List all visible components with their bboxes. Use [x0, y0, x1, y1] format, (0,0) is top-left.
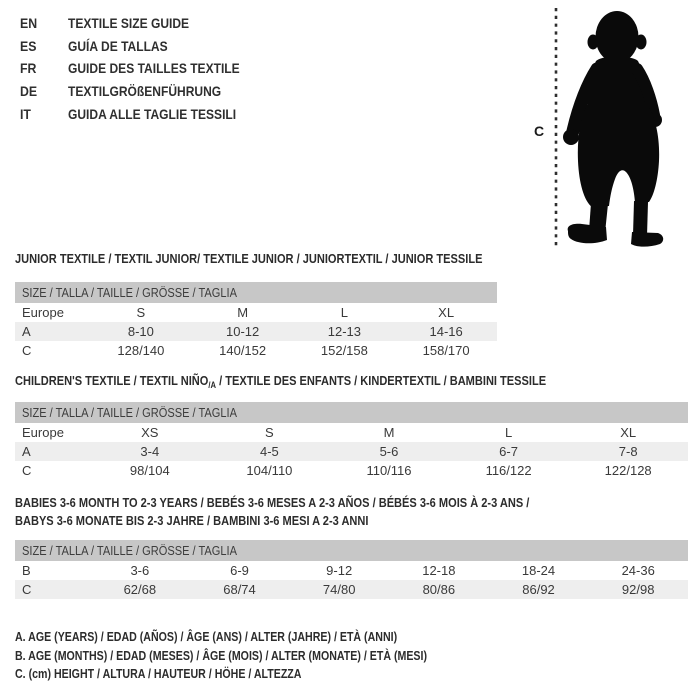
table-row-europe: Europe S M L XL: [22, 305, 455, 320]
table-row-months: B 3-6 6-9 9-12 12-18 18-24 24-36: [22, 563, 655, 578]
children-section-title: CHILDREN'S TEXTILE / TEXTIL $NIÑO_{/A}$ / TEXTILE DES ENFANTS / KINDERTEXTIL / BAMBINI TESSILE: [15, 373, 547, 390]
language-code: ES: [20, 37, 37, 54]
legend-row-fr: [20, 57, 268, 80]
language-code: IT: [20, 105, 31, 122]
table-row-age: A 8-10 10-12 12-13 14-16: [15, 322, 497, 341]
babies-section-title: BABIES 3-6 MONTH TO 2-3 YEARS / BEBÉS 3-6 MESES A 2-3 AÑOS / BÉBÉS 3-6 MOIS À 2-3 ANS / BABYS 3-6 MONATE BIS 2-3 JAHRE / BAMBINI 3-6 MESI A 2-3 ANNI: [15, 495, 530, 528]
child-silhouette: [552, 5, 700, 249]
table-row-height: C 98/104 104/110 110/116 116/122 122/128: [22, 463, 652, 478]
table-row-height: C 62/68 68/74 74/80 80/86 86/92 92/98: [15, 580, 688, 599]
legend-label-es: GUÍA DE TALLAS: [68, 37, 168, 54]
footnote-age-years: A. AGE (YEARS) / EDAD (AÑOS) / ÂGE (ANS) / ALTER (JAHRE) / ETÀ (ANNI): [15, 630, 398, 644]
language-code: DE: [20, 83, 38, 100]
footnotes: [15, 628, 500, 684]
legend-row-de: [20, 80, 268, 103]
babies-size-table: [15, 540, 688, 599]
table-row-height: C 128/140 140/152 152/158 158/170: [22, 343, 470, 358]
language-code: FR: [20, 60, 37, 77]
footnote-height: C. (cm) HEIGHT / ALTURA / HAUTEUR / HÖHE / ALTEZZA: [15, 667, 302, 681]
junior-size-table: [15, 282, 497, 360]
height-measure-label: C: [533, 123, 545, 139]
toddler-shape: [563, 11, 663, 247]
language-legend: [20, 12, 268, 125]
legend-row-es: [20, 35, 268, 58]
footnote-age-months: B. AGE (MONTHS) / EDAD (MESES) / ÂGE (MOIS) / ALTER (MONATE) / ETÀ (MESI): [15, 648, 428, 663]
children-size-table: [15, 402, 688, 480]
language-code: EN: [20, 15, 38, 32]
child-figure: [533, 5, 700, 249]
legend-label-de: TEXTILGRÖßENFÜHRUNG: [68, 83, 222, 100]
table-row-europe: Europe XS S M L XL: [22, 425, 637, 440]
legend-label-en: TEXTILE SIZE GUIDE: [68, 15, 190, 32]
size-header-bar: SIZE / TALLA / TAILLE / GRÖSSE / TAGLIA: [15, 282, 497, 303]
legend-row-it: [20, 102, 268, 125]
table-row-age: A 3-4 4-5 5-6 6-7 7-8: [15, 442, 688, 461]
junior-section-title: JUNIOR TEXTILE / TEXTIL JUNIOR/ TEXTILE JUNIOR / JUNIORTEXTIL / JUNIOR TESSILE: [15, 251, 483, 266]
size-header-bar: SIZE / TALLA / TAILLE / GRÖSSE / TAGLIA: [15, 402, 688, 423]
legend-label-it: GUIDA ALLE TAGLIE TESSILI: [68, 105, 237, 122]
legend-row-en: [20, 12, 268, 35]
size-header-bar: SIZE / TALLA / TAILLE / GRÖSSE / TAGLIA: [15, 540, 688, 561]
title-subscript: /A: [208, 380, 217, 390]
legend-label-fr: GUIDE DES TAILLES TEXTILE: [68, 60, 240, 77]
